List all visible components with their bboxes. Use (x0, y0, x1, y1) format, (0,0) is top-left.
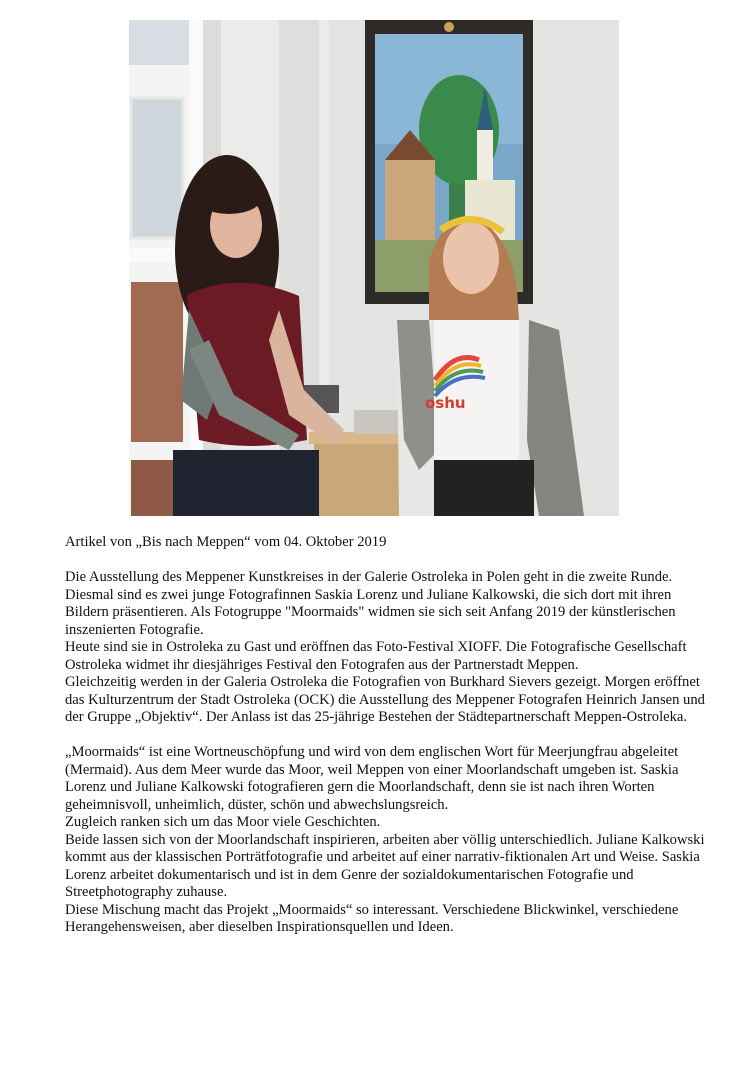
paragraph: Beide lassen sich von der Moorlandschaft inspirieren, arbeiten aber völlig unterschiedlich. Juliane Kalkowski kommt aus der klassischen Porträtfotografie und arbeitet auf einer narrativ-fiktionalen Art und Weise. Saskia Lorenz arbeitet dokumentarisch und ist in dem Genre der sozialdokumentarischen Fotografie und Streetphotography zuhause. (65, 831, 705, 900)
paragraph: „Moormaids“ ist eine Wortneuschöpfung und wird von dem englischen Wort für Meerjungfrau abgeleitet (Mermaid). Aus dem Meer wurde das Moor, weil Meppen von einer Moorlandschaft umgeben ist. Saskia Lorenz und Juliane Kalkowski fotografieren gern die Moorlandschaft, denn sie ist nach ihren Worten geheimnisvoll, unheimlich, düster, schön und abwechslungsreich. (65, 744, 679, 813)
paragraph: Gleichzeitig werden in der Galeria Ostroleka die Fotografien von Burkhard Sievers gezeigt. Morgen eröffnet das Kulturzentrum der Stadt Ostroleka (OCK) die Ausstellung des Meppener Fotografen Heinrich Jansen und der Gruppe „Objektiv“. Der Anlass ist das 25-jährige Bestehen der Städtepartnerschaft Meppen-Ostroleka. (65, 674, 705, 725)
paragraph: Diese Mischung macht das Projekt „Moormaids“ so interessant. Verschiedene Blickwinkel, verschiedene Herangehensweisen, aber dieselben Inspirationsquellen und Ideen. (65, 901, 679, 935)
article-header: Artikel von „Bis nach Meppen“ vom 04. Oktober 2019 (65, 534, 387, 550)
paragraph: Zugleich ranken sich um das Moor viele Geschichten. (65, 814, 381, 830)
shirt-print-text: oshu (425, 394, 466, 412)
paragraph: Die Ausstellung des Meppener Kunstkreises in der Galerie Ostroleka in Polen geht in die zweite Runde. Diesmal sind es zwei junge Fotografinnen Saskia Lorenz und Juliane Kalkowski, die sich dort mit ihren Bildern präsentieren. Als Fotogruppe "Moormaids" widmen sie sich seit Anfang 2019 der künstlerischen inszenierten Fotografie. (65, 569, 676, 638)
paragraph: Heute sind sie in Ostroleka zu Gast und eröffnen das Foto-Festival XIOFF. Die Fotografische Gesellschaft Ostroleka widmet ihr diesjähriges Festival den Fotografen aus der Partnerstadt Meppen. (65, 639, 687, 673)
photo-illustration (129, 20, 619, 516)
article-photo (129, 20, 619, 516)
article-text (65, 534, 705, 937)
